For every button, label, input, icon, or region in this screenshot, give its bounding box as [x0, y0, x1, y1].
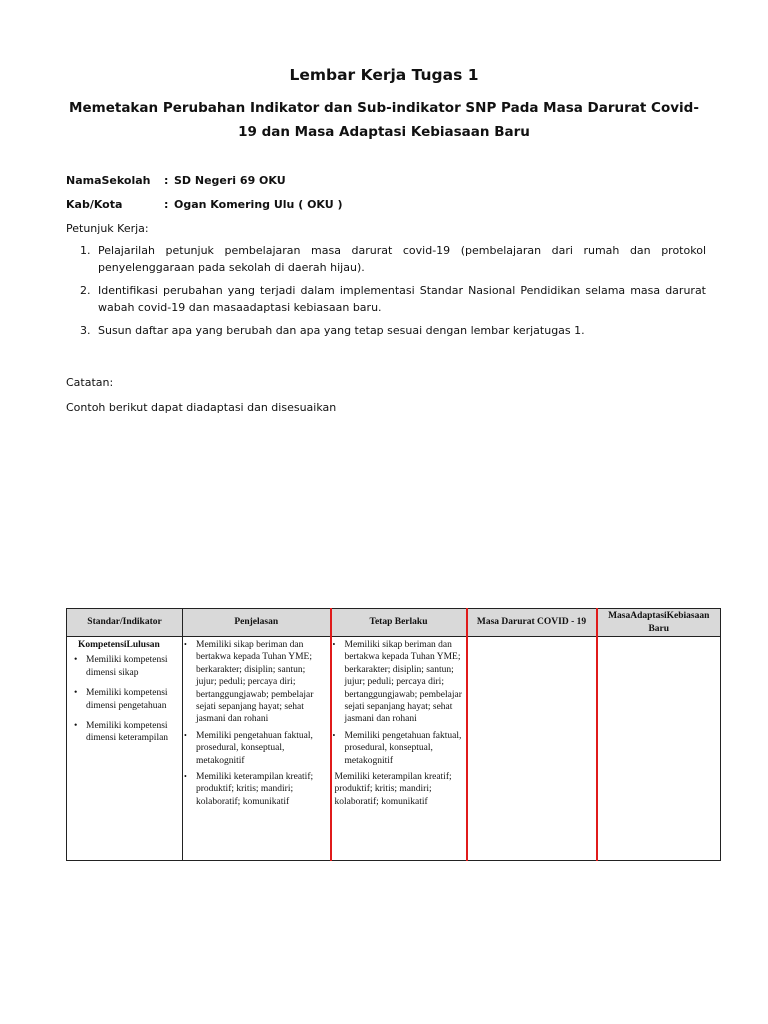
header-explanation: Penjelasan — [183, 609, 331, 637]
instructions-list — [66, 243, 706, 347]
explanation-list — [186, 639, 327, 808]
list-item: • Memiliki sikap beriman dan bertakwa kepada Tuhan YME; berkarakter; disiplin; santun; jujur; peduli; percaya diri; bertanggungjawab; pembelajar sejati sepanjang hayat; sehat jasmani dan rohani — [186, 639, 327, 726]
step-number: 3. — [80, 324, 91, 337]
header-covid-period: Masa Darurat COVID - 19 — [467, 609, 597, 637]
cell-standard — [67, 637, 183, 861]
list-item: • Memiliki kompetensi dimensi keterampilan — [70, 720, 179, 745]
header-still-valid: Tetap Berlaku — [331, 609, 467, 637]
snp-mapping-table — [66, 608, 721, 861]
instructions-heading: Petunjuk Kerja: — [66, 222, 149, 235]
page-subtitle: Memetakan Perubahan Indikator dan Sub-indikator SNP Pada Masa Darurat Covid-19 dan Masa Adaptasi Kebiasaan Baru — [69, 100, 699, 140]
table-header-row — [67, 609, 721, 637]
list-item: • Memiliki kompetensi dimensi pengetahuan — [70, 687, 179, 712]
school-value: SD Negeri 69 OKU — [174, 174, 286, 187]
step-text: Susun daftar apa yang berubah dan apa yang tetap sesuai dengan lembar kerjatugas 1. — [98, 324, 585, 337]
school-colon: : — [164, 174, 169, 187]
list-item: • Memiliki pengetahuan faktual, prosedural, konseptual, metakognitif — [186, 730, 327, 767]
step-text: Pelajarilah petunjuk pembelajaran masa darurat covid-19 (pembelajaran dari rumah dan protokol penyelenggaraan pada sekolah di daerah hijau). — [98, 244, 706, 274]
still-valid-tail: Memiliki keterampilan kreatif; produktif; kritis; mandiri; kolaboratif; komunikatif — [334, 772, 452, 807]
notes-text: Contoh berikut dapat diadaptasi dan disesuaikan — [66, 401, 337, 414]
instruction-step — [66, 283, 706, 316]
step-text: Identifikasi perubahan yang terjadi dalam implementasi Standar Nasional Pendidikan selama masa darurat wabah covid-19 dan masaadaptasi kebiasaan baru. — [98, 284, 706, 314]
standard-list — [70, 654, 179, 744]
notes-heading: Catatan: — [66, 376, 114, 389]
header-standard: Standar/Indikator — [67, 609, 183, 637]
instruction-step — [66, 323, 706, 340]
header-new-normal: MasaAdaptasiKebiasaan Baru — [597, 609, 721, 637]
cell-explanation — [183, 637, 331, 861]
city-field — [66, 198, 566, 211]
standard-title: KompetensiLulusan — [78, 640, 160, 650]
list-item: • Memiliki kompetensi dimensi sikap — [70, 654, 179, 679]
instruction-step — [66, 243, 706, 276]
page-title: Lembar Kerja Tugas 1 — [289, 66, 479, 84]
city-value: Ogan Komering Ulu ( OKU ) — [174, 198, 343, 211]
still-valid-list — [335, 639, 463, 767]
step-number: 2. — [80, 284, 91, 297]
cell-still-valid — [331, 637, 467, 861]
city-label: Kab/Kota — [66, 198, 123, 211]
list-item: • Memiliki keterampilan kreatif; produktif; kritis; mandiri; kolaboratif; komunikatif — [186, 771, 327, 808]
cell-covid-period — [467, 637, 597, 861]
school-label: NamaSekolah — [66, 174, 151, 187]
school-field — [66, 174, 566, 187]
city-colon: : — [164, 198, 169, 211]
cell-new-normal — [597, 637, 721, 861]
table-row — [67, 637, 721, 861]
step-number: 1. — [80, 244, 91, 257]
list-item: • Memiliki sikap beriman dan bertakwa kepada Tuhan YME; berkarakter; disiplin; santun; jujur; peduli; percaya diri; bertanggungjawab; pembelajar sejati sepanjang hayat; sehat jasmani dan rohani — [335, 639, 463, 726]
list-item: • Memiliki pengetahuan faktual, prosedural, konseptual, metakognitif — [335, 730, 463, 767]
